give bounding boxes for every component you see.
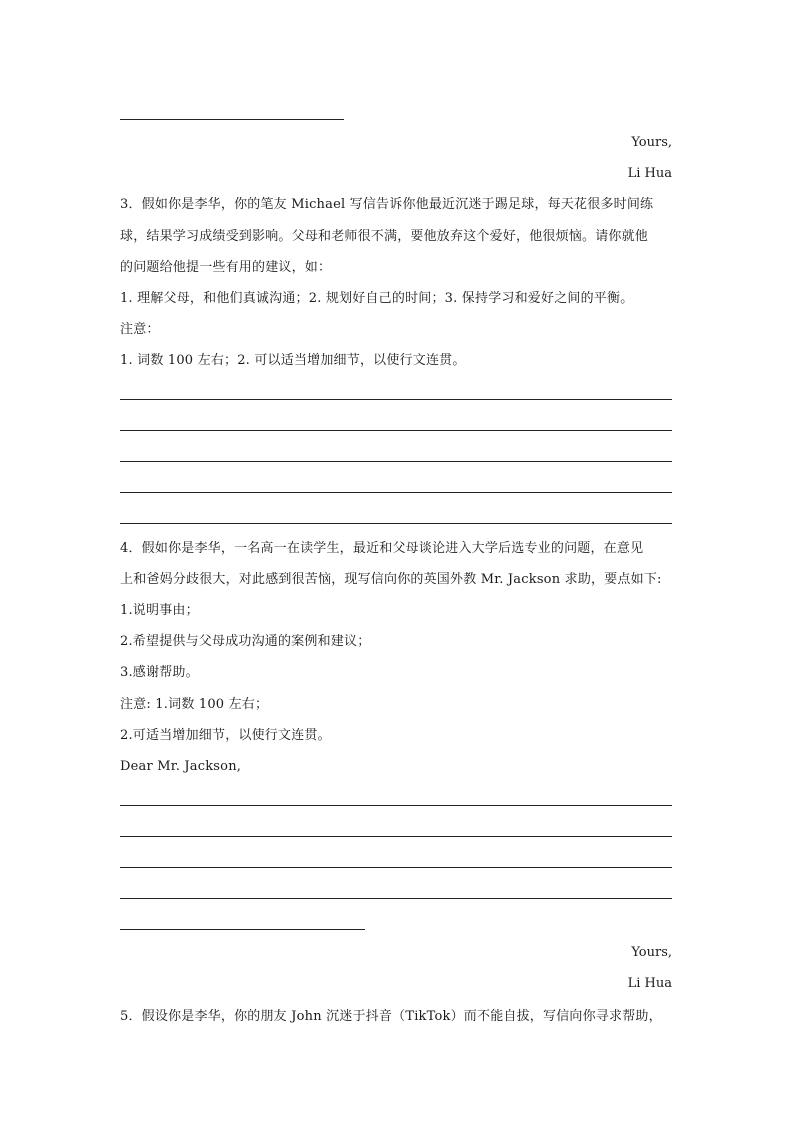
q3-prompt-line: 的问题给他提一些有用的建议，如： [120, 260, 332, 275]
letter-closing: Yours, [631, 945, 672, 960]
q3-prompt-line: 球，结果学习成绩受到影响。父母和老师很不满，要他放弃这个爱好，他很烦恼。请你就他 [120, 229, 649, 244]
q4-prompt-line: 上和爸妈分歧很大，对此感到很苦恼，现写信向你的英国外教 Mr. Jackson 求助，要点如下: [120, 572, 662, 587]
answer-line [120, 805, 672, 806]
answer-line [120, 430, 672, 431]
answer-line [120, 461, 672, 462]
q4-salutation: Dear Mr. Jackson, [120, 759, 242, 774]
answer-line [120, 492, 672, 493]
q4-point: 3.感谢帮助。 [120, 665, 199, 680]
q3-suggestions: 1. 理解父母，和他们真诚沟通；2. 规划好自己的时间；3. 保持学习和爱好之间的平衡。 [120, 291, 634, 306]
answer-line [120, 119, 344, 120]
letter-signature: Li Hua [627, 976, 672, 991]
q3-note: 1. 词数 100 左右；2. 可以适当增加细节，以使行文连贯。 [120, 353, 466, 368]
answer-line [120, 399, 672, 400]
answer-line [120, 523, 672, 524]
q4-point: 1.说明事由； [120, 603, 199, 618]
q3-note-label: 注意： [120, 322, 160, 337]
q3-prompt-line: 3．假如你是李华，你的笔友 Michael 写信告诉你他最近沉迷于踢足球，每天花很多时间练 [120, 197, 654, 212]
answer-line [120, 898, 672, 899]
q4-note: 2.可适当增加细节，以使行文连贯。 [120, 728, 331, 743]
letter-signature: Li Hua [627, 166, 672, 181]
q4-prompt-line: 4．假如你是李华，一名高一在读学生，最近和父母谈论进入大学后选专业的问题，在意见 [120, 541, 644, 556]
q4-point: 2.希望提供与父母成功沟通的案例和建议； [120, 634, 371, 649]
q5-prompt-line: 5．假设你是李华，你的朋友 John 沉迷于抖音（TikTok）而不能自拔，写信向你寻求帮助， [120, 1009, 662, 1024]
answer-line [120, 867, 672, 868]
q4-note: 注意: 1.词数 100 左右； [120, 697, 269, 712]
answer-line [120, 929, 365, 930]
letter-closing: Yours, [631, 135, 672, 150]
answer-line [120, 836, 672, 837]
